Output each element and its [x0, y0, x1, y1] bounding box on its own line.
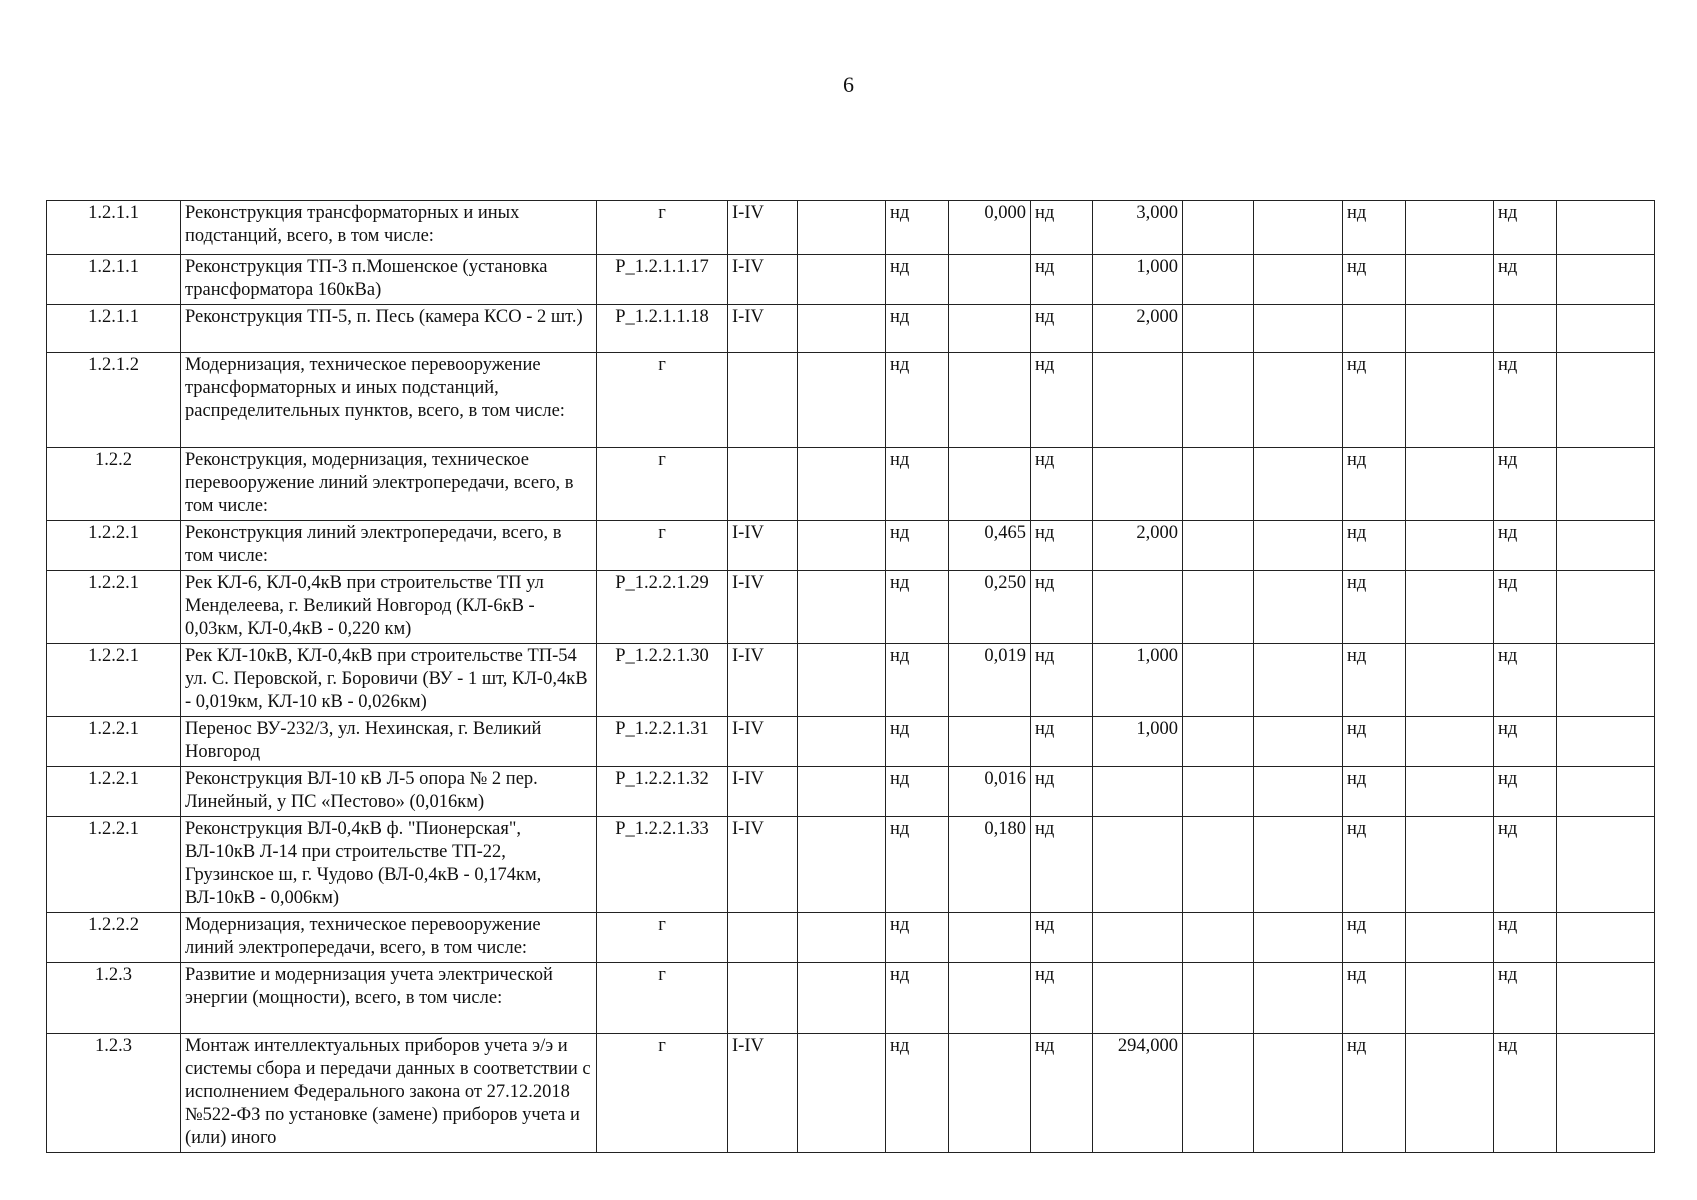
cell-col11	[1254, 353, 1343, 448]
cell-col11	[1254, 305, 1343, 353]
cell-col12: нд	[1343, 448, 1406, 521]
cell-col13	[1406, 255, 1494, 305]
row-period: I-IV	[728, 201, 798, 255]
cell-col5	[798, 644, 886, 717]
row-period: I-IV	[728, 571, 798, 644]
row-identifier: г	[597, 913, 728, 963]
cell-col9: 1,000	[1093, 255, 1183, 305]
row-name: Реконструкция трансформаторных и иных подстанций, всего, в том числе:	[181, 201, 597, 255]
cell-col9	[1093, 571, 1183, 644]
cell-col5	[798, 521, 886, 571]
cell-col5	[798, 255, 886, 305]
cell-col10	[1183, 1034, 1254, 1153]
cell-col13	[1406, 305, 1494, 353]
row-name: Монтаж интеллектуальных приборов учета э/э и системы сбора и передачи данных в соответствии с исполнением Федерального закона от 27.12.2018 №522-ФЗ по установке (замене) приборов учета и (или) иного	[181, 1034, 597, 1153]
row-identifier: г	[597, 1034, 728, 1153]
cell-col9	[1093, 817, 1183, 913]
table-row	[47, 963, 1655, 1034]
cell-col5	[798, 305, 886, 353]
row-name: Реконструкция, модернизация, техническое перевооружение линий электропередачи, всего, в том числе:	[181, 448, 597, 521]
cell-col7: 0,465	[949, 521, 1031, 571]
cell-col9	[1093, 913, 1183, 963]
cell-col15	[1557, 521, 1655, 571]
row-code: 1.2.1.2	[47, 353, 181, 448]
cell-col11	[1254, 913, 1343, 963]
cell-col13	[1406, 353, 1494, 448]
row-identifier: P_1.2.2.1.31	[597, 717, 728, 767]
cell-col10	[1183, 644, 1254, 717]
cell-col11	[1254, 767, 1343, 817]
cell-col12: нд	[1343, 353, 1406, 448]
cell-col11	[1254, 448, 1343, 521]
row-code: 1.2.2	[47, 448, 181, 521]
cell-col13	[1406, 717, 1494, 767]
cell-col7: 0,250	[949, 571, 1031, 644]
cell-col10	[1183, 448, 1254, 521]
cell-col12: нд	[1343, 717, 1406, 767]
cell-col14: нд	[1494, 521, 1557, 571]
row-identifier: г	[597, 521, 728, 571]
cell-col10	[1183, 913, 1254, 963]
cell-col9: 1,000	[1093, 717, 1183, 767]
cell-col10	[1183, 255, 1254, 305]
cell-col15	[1557, 255, 1655, 305]
cell-col5	[798, 1034, 886, 1153]
cell-col5	[798, 767, 886, 817]
cell-col12: нд	[1343, 521, 1406, 571]
table-row	[47, 201, 1655, 255]
cell-col12: нд	[1343, 571, 1406, 644]
cell-col14: нд	[1494, 767, 1557, 817]
cell-col14: нд	[1494, 717, 1557, 767]
cell-col6: нд	[886, 305, 949, 353]
table-row	[47, 255, 1655, 305]
cell-col9	[1093, 963, 1183, 1034]
cell-col9: 2,000	[1093, 305, 1183, 353]
cell-col15	[1557, 913, 1655, 963]
row-period: I-IV	[728, 1034, 798, 1153]
row-identifier: P_1.2.2.1.29	[597, 571, 728, 644]
row-code: 1.2.2.1	[47, 817, 181, 913]
cell-col14: нд	[1494, 571, 1557, 644]
row-identifier: г	[597, 963, 728, 1034]
cell-col6: нд	[886, 1034, 949, 1153]
cell-col8: нд	[1031, 1034, 1093, 1153]
cell-col14: нд	[1494, 644, 1557, 717]
cell-col6: нд	[886, 913, 949, 963]
cell-col13	[1406, 767, 1494, 817]
cell-col14: нд	[1494, 353, 1557, 448]
row-period: I-IV	[728, 767, 798, 817]
cell-col12: нд	[1343, 963, 1406, 1034]
cell-col6: нд	[886, 817, 949, 913]
cell-col9: 1,000	[1093, 644, 1183, 717]
row-identifier: P_1.2.2.1.33	[597, 817, 728, 913]
row-identifier: P_1.2.2.1.32	[597, 767, 728, 817]
cell-col13	[1406, 817, 1494, 913]
cell-col15	[1557, 201, 1655, 255]
cell-col7	[949, 913, 1031, 963]
cell-col6: нд	[886, 963, 949, 1034]
cell-col5	[798, 201, 886, 255]
cell-col10	[1183, 571, 1254, 644]
page-number: 6	[843, 72, 854, 97]
row-name: Развитие и модернизация учета электрической энергии (мощности), всего, в том числе:	[181, 963, 597, 1034]
cell-col14: нд	[1494, 913, 1557, 963]
row-identifier: г	[597, 201, 728, 255]
row-code: 1.2.3	[47, 1034, 181, 1153]
row-code: 1.2.2.1	[47, 717, 181, 767]
investment-table	[46, 200, 1655, 1153]
table-row	[47, 1034, 1655, 1153]
cell-col12: нд	[1343, 817, 1406, 913]
cell-col14: нд	[1494, 255, 1557, 305]
cell-col15	[1557, 571, 1655, 644]
cell-col9: 294,000	[1093, 1034, 1183, 1153]
cell-col8: нд	[1031, 571, 1093, 644]
cell-col5	[798, 353, 886, 448]
cell-col9	[1093, 448, 1183, 521]
table-row	[47, 448, 1655, 521]
row-code: 1.2.1.1	[47, 255, 181, 305]
row-name: Модернизация, техническое перевооружение линий электропередачи, всего, в том числе:	[181, 913, 597, 963]
cell-col11	[1254, 201, 1343, 255]
row-code: 1.2.3	[47, 963, 181, 1034]
table-row	[47, 521, 1655, 571]
cell-col11	[1254, 644, 1343, 717]
cell-col12: нд	[1343, 913, 1406, 963]
cell-col5	[798, 571, 886, 644]
cell-col8: нд	[1031, 255, 1093, 305]
cell-col11	[1254, 1034, 1343, 1153]
cell-col8: нд	[1031, 353, 1093, 448]
cell-col15	[1557, 817, 1655, 913]
row-code: 1.2.1.1	[47, 201, 181, 255]
cell-col7	[949, 717, 1031, 767]
cell-col7: 0,019	[949, 644, 1031, 717]
cell-col10	[1183, 305, 1254, 353]
cell-col10	[1183, 717, 1254, 767]
cell-col15	[1557, 353, 1655, 448]
cell-col12: нд	[1343, 255, 1406, 305]
row-identifier: г	[597, 448, 728, 521]
cell-col8: нд	[1031, 767, 1093, 817]
table-row	[47, 817, 1655, 913]
cell-col12: нд	[1343, 1034, 1406, 1153]
cell-col11	[1254, 717, 1343, 767]
cell-col8: нд	[1031, 448, 1093, 521]
row-code: 1.2.1.1	[47, 305, 181, 353]
cell-col12: нд	[1343, 644, 1406, 717]
cell-col14: нд	[1494, 448, 1557, 521]
row-period	[728, 963, 798, 1034]
row-code: 1.2.2.1	[47, 767, 181, 817]
row-name: Перенос ВУ-232/3, ул. Нехинская, г. Великий Новгород	[181, 717, 597, 767]
row-name: Реконструкция ВЛ-0,4кВ ф. "Пионерская", ВЛ-10кВ Л-14 при строительстве ТП-22, Грузинское ш, г. Чудово (ВЛ-0,4кВ - 0,174км, ВЛ-10кВ - 0,006км)	[181, 817, 597, 913]
cell-col7	[949, 353, 1031, 448]
cell-col5	[798, 717, 886, 767]
cell-col8: нд	[1031, 644, 1093, 717]
table-row	[47, 913, 1655, 963]
cell-col13	[1406, 963, 1494, 1034]
cell-col11	[1254, 521, 1343, 571]
row-code: 1.2.2.1	[47, 571, 181, 644]
cell-col15	[1557, 644, 1655, 717]
row-identifier: г	[597, 353, 728, 448]
cell-col10	[1183, 963, 1254, 1034]
cell-col10	[1183, 201, 1254, 255]
cell-col8: нд	[1031, 305, 1093, 353]
cell-col8: нд	[1031, 717, 1093, 767]
cell-col7: 0,180	[949, 817, 1031, 913]
cell-col15	[1557, 448, 1655, 521]
cell-col10	[1183, 817, 1254, 913]
row-identifier: P_1.2.2.1.30	[597, 644, 728, 717]
cell-col14: нд	[1494, 201, 1557, 255]
row-code: 1.2.2.1	[47, 644, 181, 717]
cell-col15	[1557, 717, 1655, 767]
cell-col7	[949, 448, 1031, 521]
cell-col6: нд	[886, 448, 949, 521]
cell-col13	[1406, 521, 1494, 571]
table-row	[47, 305, 1655, 353]
cell-col13	[1406, 448, 1494, 521]
cell-col11	[1254, 255, 1343, 305]
row-period: I-IV	[728, 717, 798, 767]
cell-col15	[1557, 767, 1655, 817]
cell-col13	[1406, 571, 1494, 644]
cell-col9: 3,000	[1093, 201, 1183, 255]
cell-col12: нд	[1343, 201, 1406, 255]
cell-col6: нд	[886, 767, 949, 817]
table-row	[47, 644, 1655, 717]
cell-col15	[1557, 963, 1655, 1034]
cell-col7: 0,000	[949, 201, 1031, 255]
cell-col7: 0,016	[949, 767, 1031, 817]
table-row	[47, 767, 1655, 817]
cell-col8: нд	[1031, 913, 1093, 963]
row-name: Реконструкция ТП-3 п.Мошенское (установка трансформатора 160кВа)	[181, 255, 597, 305]
cell-col5	[798, 963, 886, 1034]
cell-col10	[1183, 353, 1254, 448]
cell-col12	[1343, 305, 1406, 353]
cell-col9: 2,000	[1093, 521, 1183, 571]
row-name: Рек КЛ-10кВ, КЛ-0,4кВ при строительстве ТП-54 ул. С. Перовской, г. Боровичи (ВУ - 1 шт, КЛ-0,4кВ - 0,019км, КЛ-10 кВ - 0,026км)	[181, 644, 597, 717]
cell-col5	[798, 913, 886, 963]
table-row	[47, 353, 1655, 448]
row-period: I-IV	[728, 305, 798, 353]
table-row	[47, 717, 1655, 767]
cell-col6: нд	[886, 201, 949, 255]
row-name: Рек КЛ-6, КЛ-0,4кВ при строительстве ТП ул Менделеева, г. Великий Новгород (КЛ-6кВ - 0,03км, КЛ-0,4кВ - 0,220 км)	[181, 571, 597, 644]
cell-col9	[1093, 353, 1183, 448]
row-period: I-IV	[728, 644, 798, 717]
row-period	[728, 913, 798, 963]
cell-col6: нд	[886, 644, 949, 717]
cell-col10	[1183, 521, 1254, 571]
cell-col13	[1406, 644, 1494, 717]
row-identifier: P_1.2.1.1.17	[597, 255, 728, 305]
row-name: Модернизация, техническое перевооружение трансформаторных и иных подстанций, распределительных пунктов, всего, в том числе:	[181, 353, 597, 448]
cell-col15	[1557, 305, 1655, 353]
cell-col13	[1406, 1034, 1494, 1153]
cell-col10	[1183, 767, 1254, 817]
cell-col13	[1406, 201, 1494, 255]
cell-col7	[949, 963, 1031, 1034]
cell-col6: нд	[886, 521, 949, 571]
row-code: 1.2.2.1	[47, 521, 181, 571]
row-period: I-IV	[728, 817, 798, 913]
cell-col6: нд	[886, 571, 949, 644]
cell-col14: нд	[1494, 1034, 1557, 1153]
cell-col6: нд	[886, 717, 949, 767]
cell-col11	[1254, 817, 1343, 913]
cell-col8: нд	[1031, 521, 1093, 571]
row-period	[728, 448, 798, 521]
cell-col6: нд	[886, 353, 949, 448]
cell-col7	[949, 1034, 1031, 1153]
row-period	[728, 353, 798, 448]
cell-col8: нд	[1031, 201, 1093, 255]
cell-col11	[1254, 571, 1343, 644]
cell-col5	[798, 817, 886, 913]
cell-col5	[798, 448, 886, 521]
cell-col7	[949, 255, 1031, 305]
row-code: 1.2.2.2	[47, 913, 181, 963]
cell-col8: нд	[1031, 963, 1093, 1034]
row-name: Реконструкция ВЛ-10 кВ Л-5 опора № 2 пер. Линейный, у ПС «Пестово» (0,016км)	[181, 767, 597, 817]
cell-col8: нд	[1031, 817, 1093, 913]
row-period: I-IV	[728, 255, 798, 305]
cell-col14	[1494, 305, 1557, 353]
row-name: Реконструкция ТП-5, п. Песь (камера КСО - 2 шт.)	[181, 305, 597, 353]
cell-col12: нд	[1343, 767, 1406, 817]
cell-col14: нд	[1494, 817, 1557, 913]
row-name: Реконструкция линий электропередачи, всего, в том числе:	[181, 521, 597, 571]
cell-col15	[1557, 1034, 1655, 1153]
cell-col6: нд	[886, 255, 949, 305]
table-row	[47, 571, 1655, 644]
cell-col14: нд	[1494, 963, 1557, 1034]
row-period: I-IV	[728, 521, 798, 571]
cell-col11	[1254, 963, 1343, 1034]
cell-col7	[949, 305, 1031, 353]
cell-col13	[1406, 913, 1494, 963]
row-identifier: P_1.2.1.1.18	[597, 305, 728, 353]
cell-col9	[1093, 767, 1183, 817]
